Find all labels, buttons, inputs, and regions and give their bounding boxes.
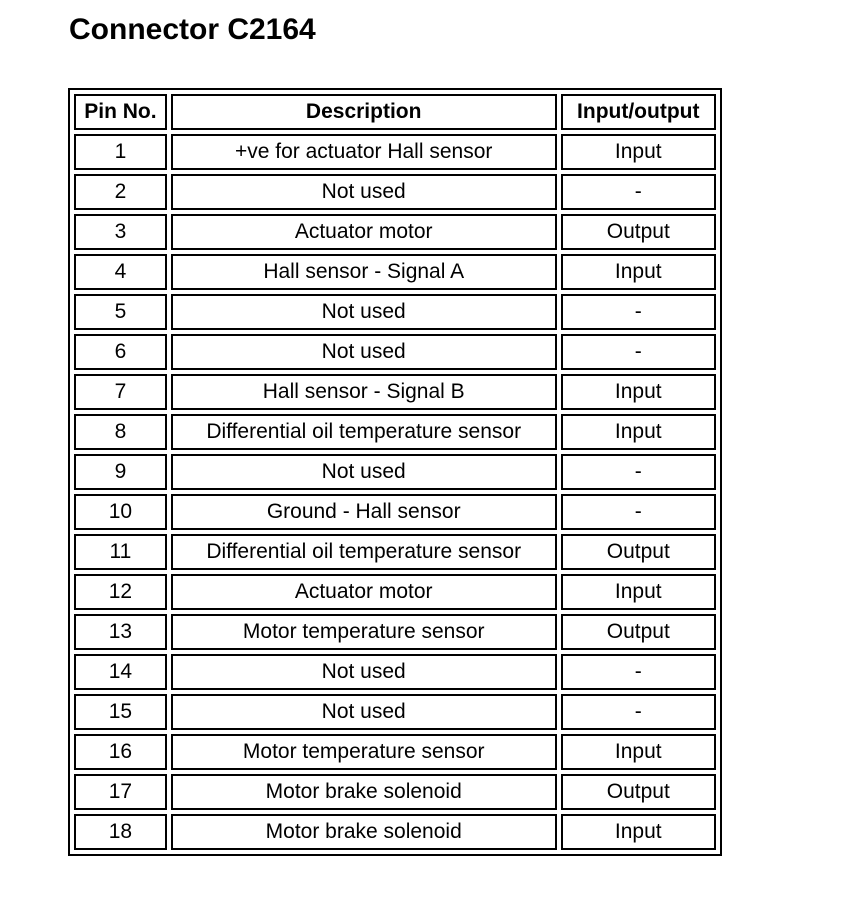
table-row: [74, 614, 716, 650]
table-row: [74, 254, 716, 290]
input-output-cell: -: [561, 654, 716, 690]
input-output-cell: Input: [561, 374, 716, 410]
pin-number-cell: 4: [74, 254, 167, 290]
input-output-cell: Input: [561, 734, 716, 770]
description-cell: Not used: [171, 654, 557, 690]
input-output-cell: Input: [561, 414, 716, 450]
pin-number-cell: 1: [74, 134, 167, 170]
table-row: [74, 774, 716, 810]
input-output-cell: -: [561, 294, 716, 330]
pin-number-cell: 14: [74, 654, 167, 690]
table-row: [74, 334, 716, 370]
table-body: [74, 134, 716, 850]
description-cell: Motor temperature sensor: [171, 614, 557, 650]
table-row: [74, 294, 716, 330]
table-row: [74, 734, 716, 770]
pin-number-cell: 6: [74, 334, 167, 370]
input-output-cell: Output: [561, 214, 716, 250]
input-output-cell: Output: [561, 614, 716, 650]
description-cell: Not used: [171, 454, 557, 490]
table-row: [74, 134, 716, 170]
table-header: [74, 94, 716, 130]
pin-number-cell: 16: [74, 734, 167, 770]
description-cell: Hall sensor - Signal B: [171, 374, 557, 410]
table-row: [74, 374, 716, 410]
pin-number-cell: 12: [74, 574, 167, 610]
pin-number-cell: 10: [74, 494, 167, 530]
table-row: [74, 814, 716, 850]
input-output-cell: -: [561, 334, 716, 370]
description-cell: Actuator motor: [171, 214, 557, 250]
description-cell: +ve for actuator Hall sensor: [171, 134, 557, 170]
description-cell: Differential oil temperature sensor: [171, 414, 557, 450]
header-pin-no: Pin No.: [74, 94, 167, 130]
description-cell: Motor brake solenoid: [171, 814, 557, 850]
pin-number-cell: 13: [74, 614, 167, 650]
pin-number-cell: 17: [74, 774, 167, 810]
pin-number-cell: 11: [74, 534, 167, 570]
input-output-cell: Input: [561, 574, 716, 610]
table-row: [74, 454, 716, 490]
page-title: Connector C2164: [69, 13, 316, 46]
input-output-cell: -: [561, 174, 716, 210]
input-output-cell: -: [561, 694, 716, 730]
input-output-cell: Input: [561, 254, 716, 290]
pin-number-cell: 18: [74, 814, 167, 850]
description-cell: Hall sensor - Signal A: [171, 254, 557, 290]
input-output-cell: Output: [561, 534, 716, 570]
input-output-cell: -: [561, 454, 716, 490]
input-output-cell: Output: [561, 774, 716, 810]
table-row: [74, 494, 716, 530]
header-description: Description: [171, 94, 557, 130]
description-cell: Motor brake solenoid: [171, 774, 557, 810]
pin-number-cell: 5: [74, 294, 167, 330]
description-cell: Not used: [171, 294, 557, 330]
input-output-cell: Input: [561, 134, 716, 170]
table-row: [74, 534, 716, 570]
pin-number-cell: 7: [74, 374, 167, 410]
description-cell: Actuator motor: [171, 574, 557, 610]
input-output-cell: Input: [561, 814, 716, 850]
description-cell: Not used: [171, 174, 557, 210]
pin-number-cell: 8: [74, 414, 167, 450]
table-row: [74, 174, 716, 210]
table-row: [74, 654, 716, 690]
input-output-cell: -: [561, 494, 716, 530]
description-cell: Not used: [171, 694, 557, 730]
pin-number-cell: 2: [74, 174, 167, 210]
pin-number-cell: 15: [74, 694, 167, 730]
description-cell: Differential oil temperature sensor: [171, 534, 557, 570]
header-input-output: Input/output: [561, 94, 716, 130]
description-cell: Ground - Hall sensor: [171, 494, 557, 530]
table-row: [74, 214, 716, 250]
table-row: [74, 414, 716, 450]
description-cell: Not used: [171, 334, 557, 370]
header-row: [74, 94, 716, 130]
pin-number-cell: 9: [74, 454, 167, 490]
pin-number-cell: 3: [74, 214, 167, 250]
table-row: [74, 694, 716, 730]
description-cell: Motor temperature sensor: [171, 734, 557, 770]
connector-pin-table: [68, 88, 722, 856]
table-row: [74, 574, 716, 610]
